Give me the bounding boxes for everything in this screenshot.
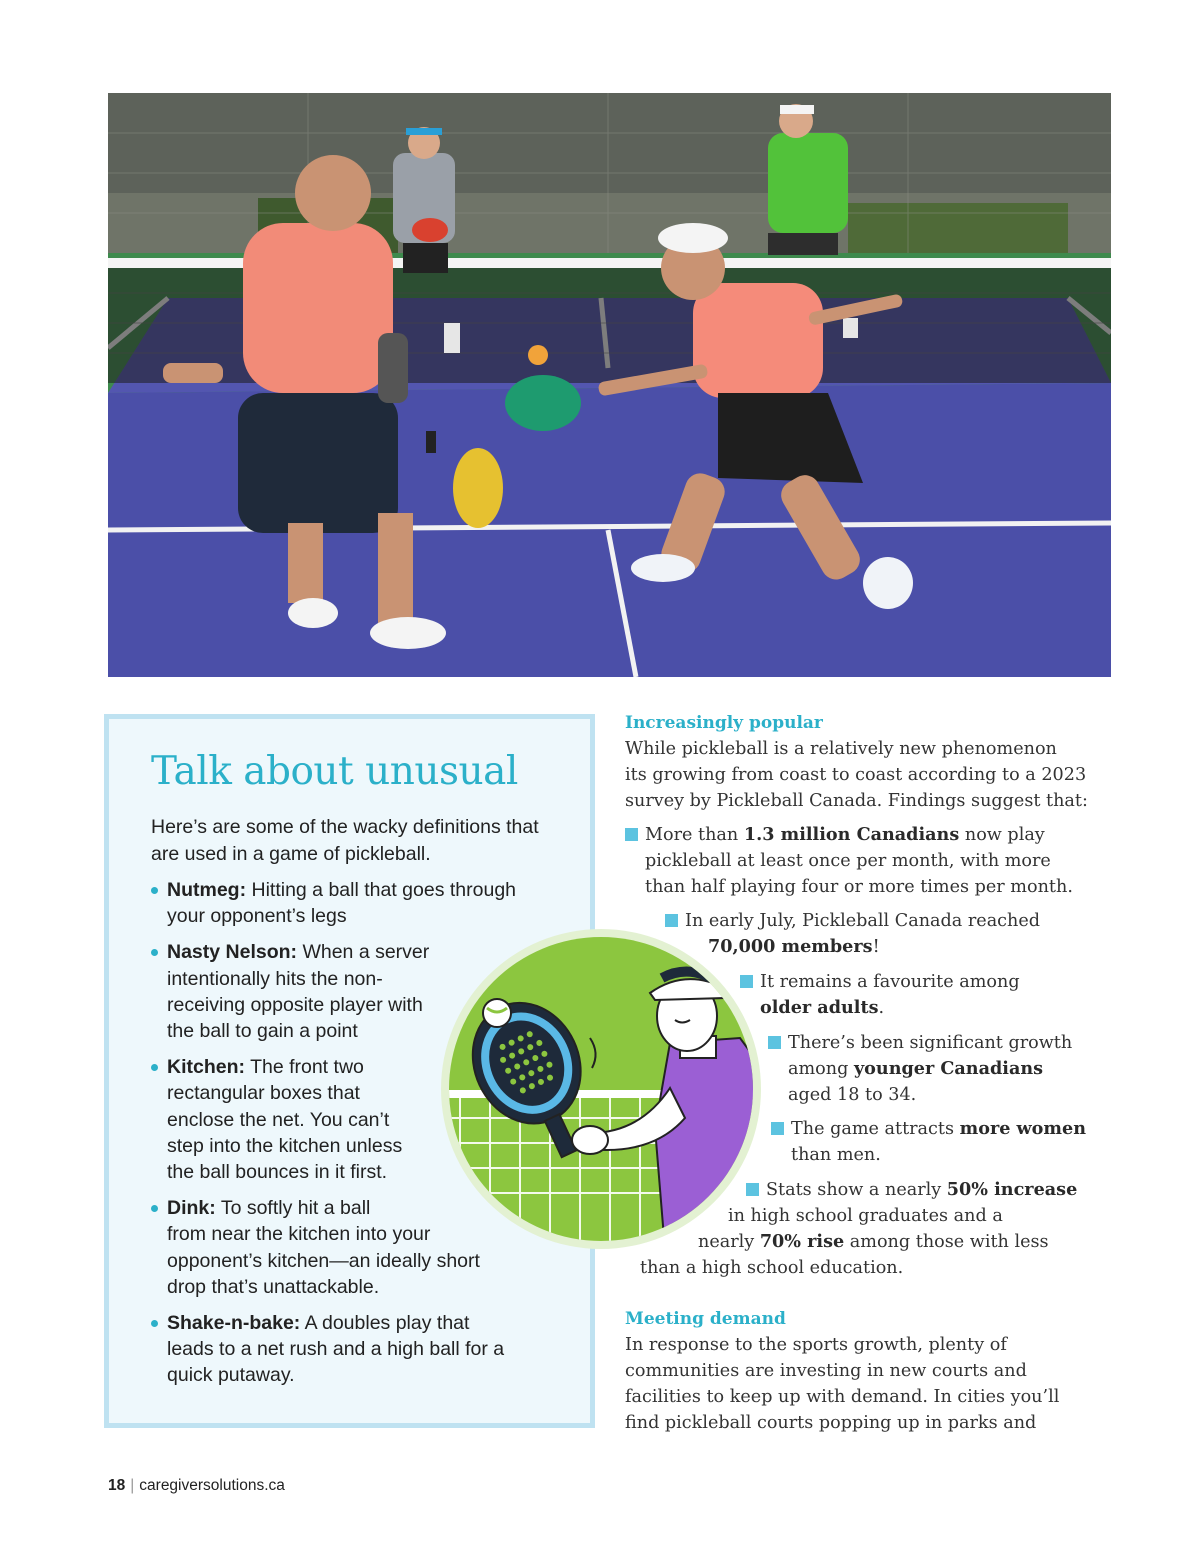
fact-item-education-stats xyxy=(640,1177,1077,1281)
fact-highlight: younger Canadians xyxy=(853,1058,1044,1079)
square-bullet-icon xyxy=(665,914,678,927)
definition-text-line: from near the kitchen into your xyxy=(167,1223,431,1246)
fact-text: More than xyxy=(645,825,744,845)
popular-intro-paragraph xyxy=(625,736,1088,814)
definition-text-line: receiving opposite player with xyxy=(167,993,423,1016)
definition-text-line: rectangular boxes that xyxy=(167,1082,360,1105)
fact-text: nearly xyxy=(698,1232,760,1252)
bullet-dot-icon xyxy=(151,1064,158,1071)
definition-text-line: your opponent’s legs xyxy=(167,905,347,928)
paragraph-line: facilities to keep up with demand. In cities you’ll xyxy=(625,1387,1060,1407)
fact-item-70000-members xyxy=(665,908,1040,960)
definition-item-shake-n-bake xyxy=(151,1310,516,1389)
fact-text: . xyxy=(878,998,885,1018)
fact-item-older-adults xyxy=(740,969,1020,1021)
fact-item-younger-canadians xyxy=(768,1030,1072,1108)
fact-text: Stats show a nearly xyxy=(766,1180,947,1200)
hero-photo-pickleball-players xyxy=(108,93,1111,677)
square-bullet-icon xyxy=(625,828,638,841)
definition-text-line: the ball to gain a point xyxy=(167,1020,358,1043)
paragraph-line: While pickleball is a relatively new phenomenon xyxy=(625,739,1057,759)
definition-text-line: drop that’s unattackable. xyxy=(167,1275,380,1298)
fact-highlight: more women xyxy=(959,1118,1087,1139)
definition-text-line: When a server xyxy=(297,941,430,964)
court-scene-illustration xyxy=(108,93,1111,677)
sidebar-intro: Here’s are some of the wacky definitions that are used in a game of pickleball. xyxy=(151,816,539,865)
bullet-dot-icon xyxy=(151,949,158,956)
definition-text-line: step into the kitchen unless xyxy=(167,1134,403,1157)
fact-text: among those with less xyxy=(844,1232,1049,1252)
definition-text-line: The front two xyxy=(245,1056,364,1079)
fact-item-more-women xyxy=(771,1116,1086,1168)
bullet-dot-icon xyxy=(151,887,158,894)
fact-item-million-canadians xyxy=(625,822,1073,900)
fact-text: than men. xyxy=(791,1145,881,1165)
paragraph-line: In response to the sports growth, plenty of xyxy=(625,1335,1007,1355)
fact-text: There’s been significant growth xyxy=(788,1033,1073,1053)
bullet-dot-icon xyxy=(151,1320,158,1327)
fact-highlight: older adults xyxy=(760,997,879,1018)
page-number: 18 xyxy=(108,1477,126,1494)
definition-text-line: opponent’s kitchen—an ideally short xyxy=(167,1249,480,1272)
fact-text: than a high school education. xyxy=(640,1258,904,1278)
definition-term: Nasty Nelson: xyxy=(167,941,298,964)
square-bullet-icon xyxy=(746,1183,759,1196)
square-bullet-icon xyxy=(768,1036,781,1049)
paragraph-line: survey by Pickleball Canada. Findings suggest that: xyxy=(625,791,1088,811)
paragraph-line: its growing from coast to coast according to a 2023 xyxy=(625,765,1087,785)
definition-term: Nutmeg: xyxy=(167,879,247,901)
definition-text-line: quick putaway. xyxy=(167,1364,295,1387)
fact-highlight: 70,000 members xyxy=(708,936,873,957)
demand-paragraph xyxy=(625,1332,1059,1436)
footer-site-link[interactable]: caregiversolutions.ca xyxy=(139,1477,285,1494)
fact-text: In early July, Pickleball Canada reached xyxy=(685,911,1041,931)
fact-highlight: 1.3 million Canadians xyxy=(743,824,960,845)
fact-text: among xyxy=(788,1059,854,1079)
definition-text-line: the ball bounces in it first. xyxy=(167,1161,388,1184)
definition-term: Shake-n-bake: xyxy=(167,1312,301,1335)
fact-text: in high school graduates and a xyxy=(728,1206,1003,1226)
definition-text-line: To softly hit a ball xyxy=(215,1197,371,1220)
definition-text-line: enclose the net. You can’t xyxy=(167,1108,390,1131)
definition-text-line: Hitting a ball that goes through xyxy=(246,879,517,901)
fact-text: ! xyxy=(872,937,880,957)
sidebar-title: Talk about unusual xyxy=(151,749,518,794)
definition-item-nutmeg xyxy=(151,877,516,929)
footer-divider: | xyxy=(130,1477,135,1494)
fact-text: now play xyxy=(959,825,1045,845)
definition-text-line: A doubles play that xyxy=(300,1312,470,1335)
bullet-dot-icon xyxy=(151,1205,158,1212)
fact-text: than half playing four or more times per month. xyxy=(645,877,1073,897)
fact-text: pickleball at least once per month, with more xyxy=(645,851,1051,871)
fact-highlight: 50% increase xyxy=(946,1179,1078,1200)
definition-text-line: intentionally hits the non- xyxy=(167,967,383,990)
fact-text: It remains a favourite among xyxy=(760,972,1020,992)
paragraph-line: find pickleball courts popping up in parks and xyxy=(625,1413,1037,1433)
definition-term: Dink: xyxy=(167,1197,216,1220)
section-heading-meeting-demand: Meeting demand xyxy=(625,1309,786,1329)
section-heading-increasingly-popular: Increasingly popular xyxy=(625,713,823,733)
fact-text: The game attracts xyxy=(791,1119,960,1139)
fact-highlight: 70% rise xyxy=(759,1231,845,1252)
fact-text: aged 18 to 34. xyxy=(788,1085,917,1105)
page-footer xyxy=(108,1477,285,1495)
square-bullet-icon xyxy=(740,975,753,988)
square-bullet-icon xyxy=(771,1122,784,1135)
definition-term: Kitchen: xyxy=(167,1056,245,1079)
paragraph-line: communities are investing in new courts and xyxy=(625,1361,1027,1381)
definition-text-line: leads to a net rush and a high ball for a xyxy=(167,1338,505,1361)
